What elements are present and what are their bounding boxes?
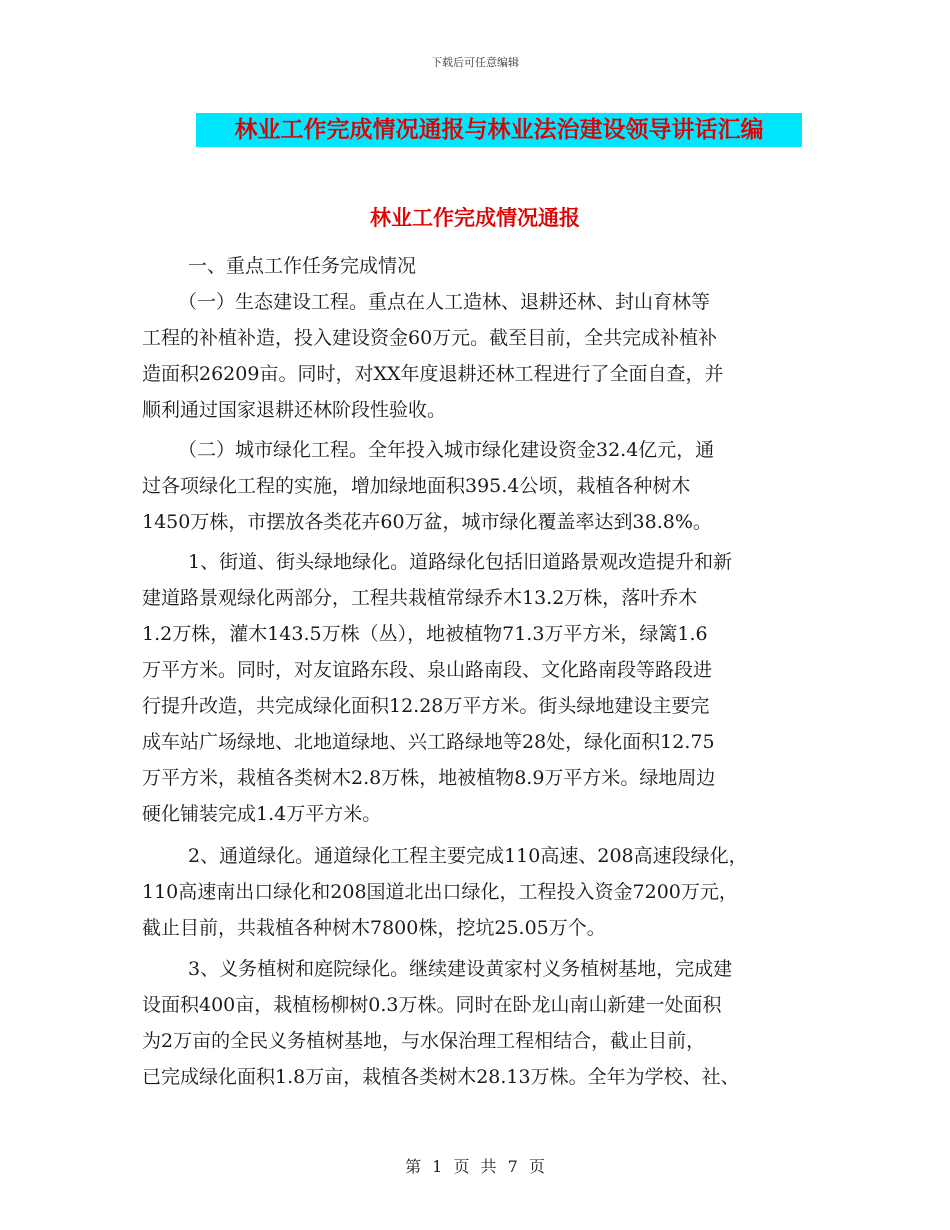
paragraph-line: 行提升改造，共完成绿化面积12.28万平方米。街头绿地建设主要完 — [142, 695, 710, 717]
page-footer: 第 1 页 共 7 页 — [405, 1157, 545, 1176]
paragraph-line: （二）城市绿化工程。全年投入城市绿化建设资金32.4亿元，通 — [178, 439, 715, 461]
heading-line: 一、重点工作任务完成情况 — [188, 255, 417, 277]
paragraph-line: 1、街道、街头绿地绿化。道路绿化包括旧道路景观改造提升和新 — [188, 551, 733, 573]
paragraph-line: 硬化铺装完成1.4万平方米。 — [142, 803, 382, 825]
paragraph-line: 2、通道绿化。通道绿化工程主要完成110高速、208高速段绿化， — [188, 845, 748, 867]
paragraph-line: 1450万株，市摆放各类花卉60万盆，城市绿化覆盖率达到38.8%。 — [142, 511, 712, 533]
paragraph-line: 工程的补植补造，投入建设资金60万元。截至目前，全共完成补植补 — [142, 327, 718, 349]
paragraph-line: 过各项绿化工程的实施，增加绿地面积395.4公顷，栽植各种树木 — [142, 475, 691, 497]
paragraph-line: 顺利通过国家退耕还林阶段性验收。 — [142, 399, 447, 421]
paragraph-line: 3、义务植树和庭院绿化。继续建设黄家村义务植树基地，完成建 — [188, 958, 733, 980]
paragraph-line: （一）生态建设工程。重点在人工造林、退耕还林、封山育林等 — [178, 291, 711, 313]
paragraph-line: 截止目前，共栽植各种树木7800株，挖坑25.05万个。 — [142, 917, 606, 939]
paragraph-line: 已完成绿化面积1.8万亩，栽植各类树木28.13万株。全年为学校、社、 — [142, 1066, 740, 1088]
paragraph-line: 万平方米，栽植各类树木2.8万株，地被植物8.9万平方米。绿地周边 — [142, 767, 716, 789]
paragraph-line: 成车站广场绿地、北地道绿地、兴工路绿地等28处，绿化面积12.75 — [142, 731, 715, 753]
header-note: 下载后可任意编辑 — [431, 56, 519, 69]
section-title: 林业工作完成情况通报 — [370, 206, 580, 230]
paragraph-line: 设面积400亩，栽植杨柳树0.3万株。同时在卧龙山南山新建一处面积 — [142, 994, 722, 1016]
paragraph-line: 造面积26209亩。同时，对XX年度退耕还林工程进行了全面自查，并 — [142, 363, 724, 385]
paragraph-line: 110高速南出口绿化和208国道北出口绿化，工程投入资金7200万元， — [142, 881, 738, 903]
paragraph-line: 建道路景观绿化两部分，工程共栽植常绿乔木13.2万株，落叶乔木 — [142, 587, 698, 609]
paragraph-line: 为2万亩的全民义务植树基地，与水保治理工程相结合，截止目前， — [142, 1030, 706, 1052]
paragraph-line: 万平方米。同时，对友谊路东段、泉山路南段、文化路南段等路段进 — [142, 659, 713, 681]
paragraph-line: 1.2万株，灌木143.5万株（丛），地被植物71.3万平方米，绿篱1.6 — [142, 623, 708, 645]
document-title: 林业工作完成情况通报与林业法治建设领导讲话汇编 — [196, 113, 802, 147]
